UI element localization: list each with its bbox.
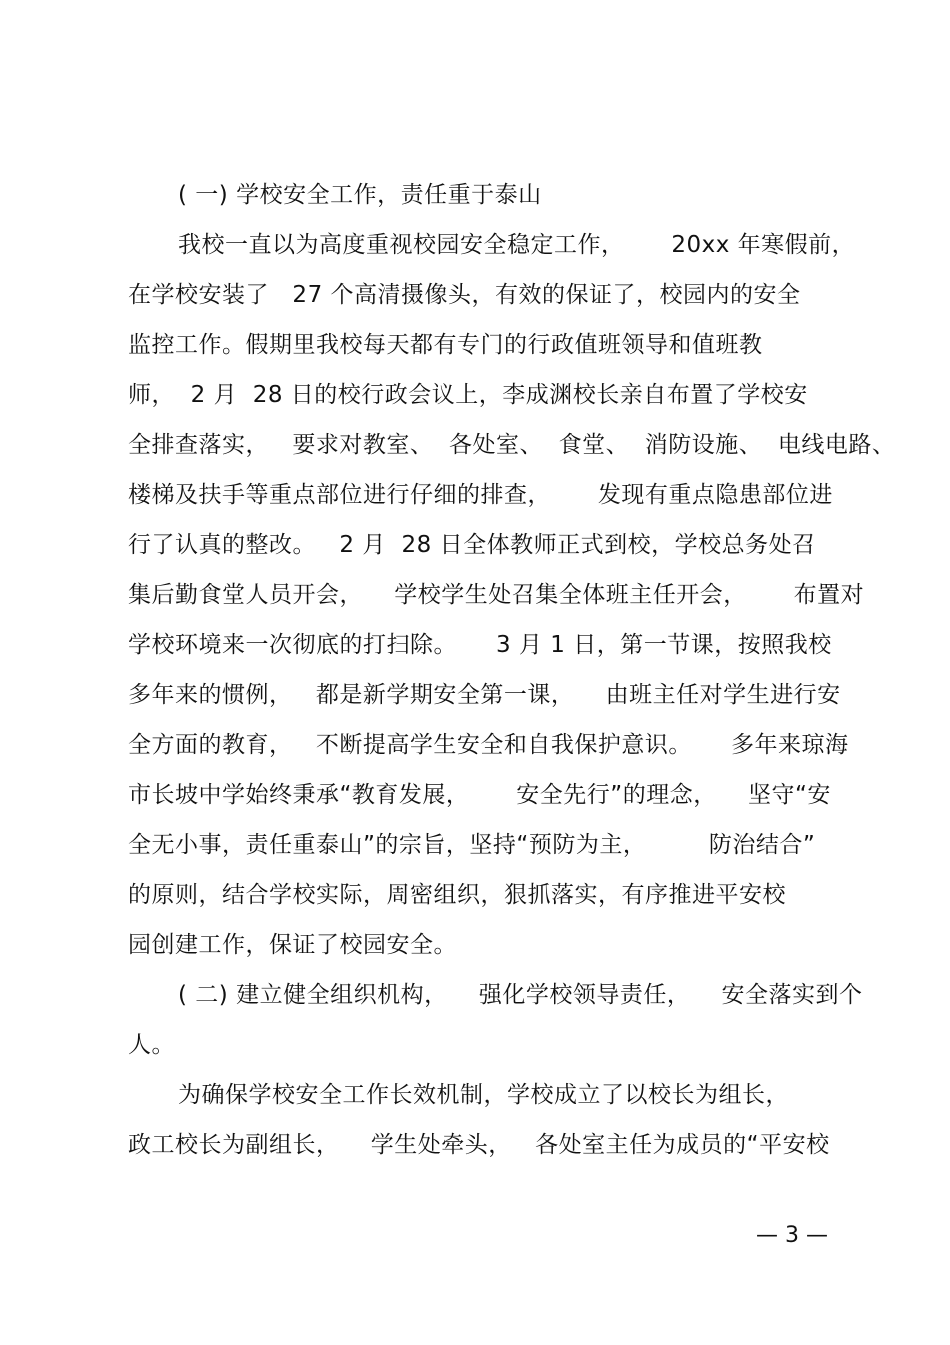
paragraph-line: 政工校长为副组长， 学生处牵头， 各处室主任为成员的“平安校 xyxy=(128,1132,830,1158)
section-heading-2-continued: 人。 xyxy=(128,1032,175,1058)
paragraph-line: 全排查落实， 要求对教室、 各处室、 食堂、 消防设施、 电线电路、 xyxy=(128,432,896,458)
paragraph-line: 在学校安装了 27 个高清摄像头，有效的保证了，校园内的安全 xyxy=(128,282,801,308)
paragraph-line: 监控工作。假期里我校每天都有专门的行政值班领导和值班教 xyxy=(128,332,763,358)
paragraph-line: 学校环境来一次彻底的打扫除。 3 月 1 日，第一节课，按照我校 xyxy=(128,632,832,658)
page-number: — 3 — xyxy=(756,1223,828,1248)
paragraph-line: 全方面的教育， 不断提高学生安全和自我保护意识。 多年来琼海 xyxy=(128,732,849,758)
paragraph-line: 行了认真的整改。 2 月 28 日全体教师正式到校，学校总务处召 xyxy=(128,532,816,558)
section-heading-1: ( 一) 学校安全工作，责任重于泰山 xyxy=(178,182,542,208)
paragraph-line: 师， 2 月 28 日的校行政会议上，李成渊校长亲自布置了学校安 xyxy=(128,382,808,408)
paragraph-line: 楼梯及扶手等重点部位进行仔细的排查， 发现有重点隐患部位进 xyxy=(128,482,833,508)
paragraph-line: 为确保学校安全工作长效机制，学校成立了以校长为组长， xyxy=(178,1082,789,1108)
paragraph-line: 我校一直以为高度重视校园安全稳定工作， 20xx 年寒假前， xyxy=(178,232,856,258)
paragraph-line: 集后勤食堂人员开会， 学校学生处召集全体班主任开会， 布置对 xyxy=(128,582,865,608)
section-heading-2: ( 二) 建立健全组织机构， 强化学校领导责任， 安全落实到个 xyxy=(178,982,863,1008)
paragraph-line: 全无小事，责任重泰山”的宗旨，坚持“预防为主， 防治结合” xyxy=(128,832,816,858)
paragraph-line: 园创建工作，保证了校园安全。 xyxy=(128,932,457,958)
paragraph-line: 市长坡中学始终秉承“教育发展， 安全先行”的理念， 坚守“安 xyxy=(128,782,831,808)
paragraph-line: 的原则，结合学校实际，周密组织，狠抓落实，有序推进平安校 xyxy=(128,882,786,908)
paragraph-line: 多年来的惯例， 都是新学期安全第一课， 由班主任对学生进行安 xyxy=(128,682,841,708)
